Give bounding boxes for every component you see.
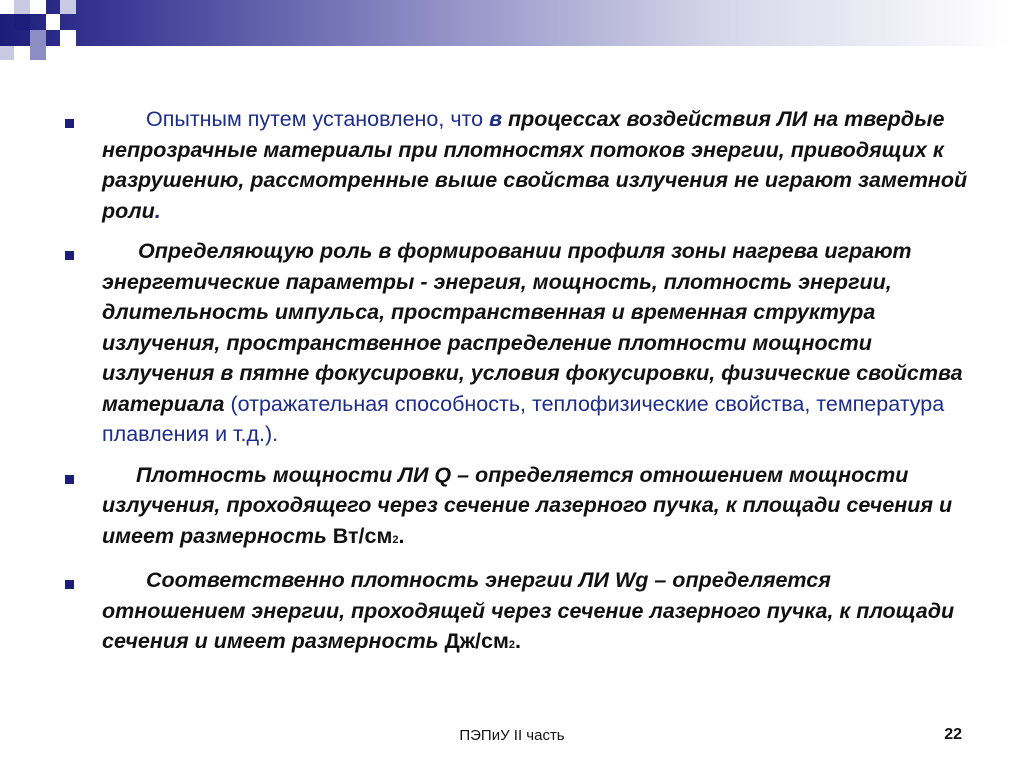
bullet-item [60,104,980,226]
header-square-decoration [60,30,76,46]
bullet-item [60,460,980,556]
unit-text: Дж/см [444,629,509,653]
header-square-decoration [14,14,30,30]
page-number: 22 [944,726,962,743]
intro-text: Опытным путем установлено, что [146,107,490,131]
header-square-decoration [14,0,30,14]
bullet-text [102,236,980,450]
bullet-body: Определяющую роль в формировании профиля зоны нагрева играют энергетические параметры - энергия, мощность, плотность энергии, длительность импульса, пространственная и временная структура излучения, пространственное распределение плотности мощности излучения в пятне фокусировки, условия фокусировки, физические свойства материала [102,239,963,416]
header-square-decoration [30,46,46,60]
bullet-text [102,460,980,556]
end-punctuation: . [515,629,521,653]
bullet-text [102,104,980,226]
unit-text: Вт/см [332,523,393,548]
header-square-decoration [30,30,46,46]
unit-exponent: 2 [392,533,399,546]
bullet-item [60,236,980,450]
header-square-decoration [60,0,76,14]
bullet-square-icon [65,580,74,589]
header-square-decoration [0,46,14,60]
header-square-decoration [30,0,46,14]
bullet-body: Плотность мощности ЛИ Q – определяется отношением мощности излучения, проходящего через сечение лазерного пучка, к площади сечения и имеет размерность [102,462,953,548]
bullet-body: процессах воздействия ЛИ на твердые непрозрачные материалы при плотностях потоков энергии, приводящих к разрушению, рассмотренные выше свойства излучения не играют заметной роли [102,107,968,223]
bullet-text [102,565,980,661]
end-punctuation: . [398,523,405,548]
end-punctuation: . [154,198,161,223]
unit-exponent: 2 [508,639,516,651]
slide-content [60,104,980,671]
bullet-square-icon [65,251,74,260]
header-square-decoration [46,14,60,30]
bullet-note: (отражательная способность, теплофизические свойства, температура плавления и т.д.). [102,391,945,446]
footer-title: ПЭПиУ II часть [459,727,565,744]
accent-letter: в [489,107,503,131]
header-gradient-bar [0,0,1024,46]
bullet-square-icon [65,475,74,484]
bullet-item [60,565,980,661]
header-square-decoration [0,0,14,14]
bullet-body: Соответственно плотность энергии ЛИ Wg – определяется отношением энергии, проходящей через сечение лазерного пучка, к площади сечения и имеет размерность [102,568,955,653]
bullet-square-icon [65,119,74,128]
